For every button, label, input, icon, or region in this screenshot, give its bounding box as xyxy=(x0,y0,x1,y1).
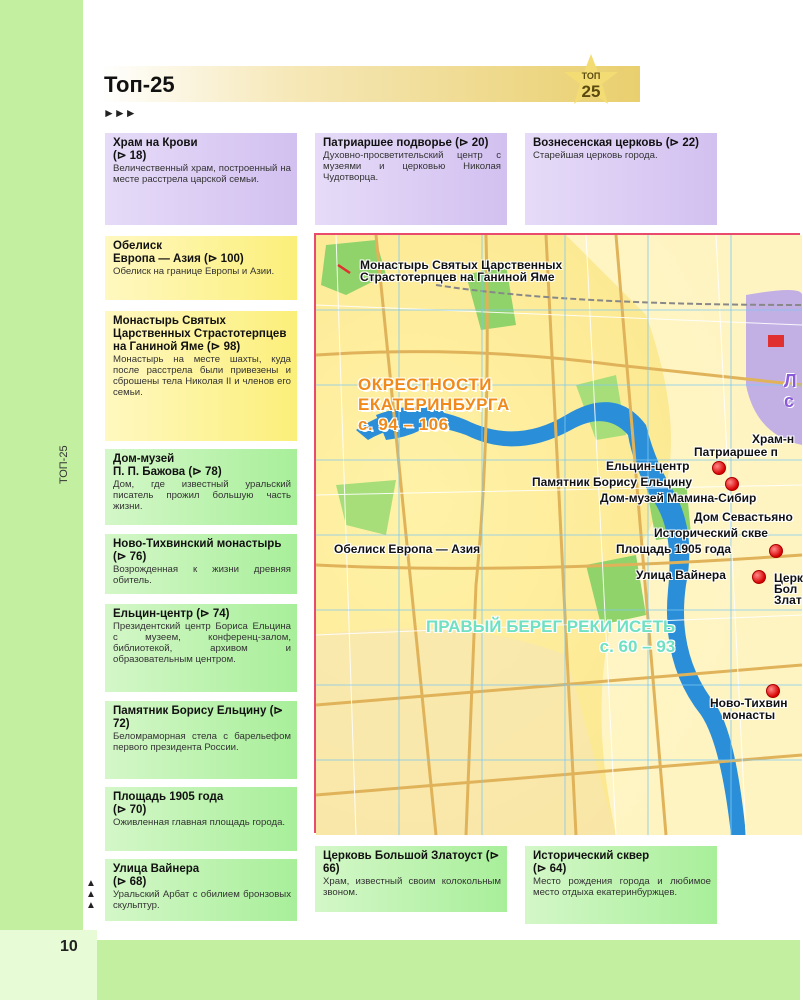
bottom-band xyxy=(0,940,800,1000)
card-khram-na-krovi[interactable] xyxy=(105,133,297,225)
card-description: Оживленная главная площадь города. xyxy=(113,817,286,828)
badge-top: ТОП xyxy=(581,71,601,81)
card-title: Церковь Большой Златоуст (⊳ 66) xyxy=(323,850,500,875)
page-title: Топ-25 xyxy=(104,72,175,97)
card-yeltsin-center[interactable] xyxy=(105,604,297,692)
badge-number: 25 xyxy=(581,82,601,101)
card-description: Монастырь на месте шахты, куда после расстрела были привезены и сброшены тела Николая II и членов его семьи. xyxy=(113,354,291,398)
card-historic-square[interactable] xyxy=(525,846,717,924)
card-title: Ельцин-центр (⊳ 74) xyxy=(113,608,230,620)
card-description: Место рождения города и любимое место отдыха екатеринбуржцев. xyxy=(533,876,711,898)
card-description: Уральский Арбат с обилием бронзовых скульптур. xyxy=(113,889,291,911)
card-title: Обелиск Европа — Азия (⊳ 100) xyxy=(113,240,244,265)
card-description: Храм, известный своим колокольным звоном. xyxy=(323,876,501,898)
label-church: Церк Бол Злат xyxy=(774,571,803,607)
card-ganina-yama[interactable] xyxy=(105,311,297,441)
pin-square-1905[interactable] xyxy=(769,544,783,558)
card-description: Президентский центр Бориса Ельцина с музеем, конференц-залом, библиотекой, архивом и образовательным центром. xyxy=(113,621,291,665)
card-description: Возрожденная к жизни древняя обитель. xyxy=(113,564,291,586)
card-vainera[interactable] xyxy=(105,859,297,921)
card-description: Дом, где известный уральский писатель прожил большую часть жизни. xyxy=(113,479,291,512)
card-patriarshee[interactable] xyxy=(315,133,507,225)
title-bar xyxy=(100,66,640,102)
label-monastery: Монастырь Святых Царственных Страстотерпцев на Ганиной Яме xyxy=(360,258,563,284)
card-description: Старейшая церковь города. xyxy=(533,150,658,161)
label-historic-square: Исторический скве xyxy=(654,526,768,540)
card-description: Духовно-просветительский центр с музеями и церковью Николая Чудотворца. xyxy=(323,150,501,183)
side-label: ТОП-25 xyxy=(58,445,70,484)
card-description: Обелиск на границе Европы и Азии. xyxy=(113,266,275,277)
label-monument: Памятник Борису Ельцину xyxy=(532,475,693,489)
page-number: 10 xyxy=(60,938,78,955)
card-title: Вознесенская церковь (⊳ 22) xyxy=(533,137,700,149)
card-description: Величественный храм, построенный на месте расстрела царской семьи. xyxy=(113,163,291,185)
label-left-bank: Л с xyxy=(784,371,797,411)
label-square-1905: Площадь 1905 года xyxy=(616,542,732,556)
card-title: Патриаршее подворье (⊳ 20) xyxy=(323,137,489,149)
city-map[interactable] xyxy=(314,233,803,833)
star-badge-icon xyxy=(560,52,622,110)
label-vainera: Улица Вайнера xyxy=(636,568,726,582)
card-title: Улица Вайнера (⊳ 68) xyxy=(113,863,200,888)
card-title: Исторический сквер (⊳ 64) xyxy=(533,850,650,875)
label-novotikhvin: Ново-Тихвин монасты xyxy=(710,696,788,722)
card-novotikhvin[interactable] xyxy=(105,534,297,594)
pin-yeltsin-center[interactable] xyxy=(712,461,726,475)
card-square-1905[interactable] xyxy=(105,787,297,851)
card-title: Дом-музей П. П. Бажова (⊳ 78) xyxy=(113,453,222,478)
label-yeltsin-center: Ельцин-центр xyxy=(606,459,690,473)
card-description: Беломраморная стела с барельефом первого президента России. xyxy=(113,731,291,753)
card-zlatoust[interactable] xyxy=(315,846,507,912)
card-yeltsin-monument[interactable] xyxy=(105,701,297,779)
side-strip xyxy=(0,0,83,1000)
pin-monument[interactable] xyxy=(725,477,739,491)
label-mamin: Дом-музей Мамина-Сибир xyxy=(600,491,757,505)
card-title: Площадь 1905 года (⊳ 70) xyxy=(113,791,224,816)
page-number-box xyxy=(0,930,97,1000)
card-title: Ново-Тихвинский монастырь (⊳ 76) xyxy=(113,538,282,563)
card-title: Храм на Крови (⊳ 18) xyxy=(113,137,198,162)
card-title: Памятник Борису Ельцину (⊳ 72) xyxy=(113,705,284,730)
arrows-icon: ►►► xyxy=(103,106,136,120)
card-title: Монастырь Святых Царственных Страстотерпцев на Ганиной Яме (⊳ 98) xyxy=(113,315,287,353)
label-khram: Храм-н xyxy=(752,432,795,446)
pin-vainera[interactable] xyxy=(752,570,766,584)
card-bazhov[interactable] xyxy=(105,449,297,525)
card-obelisk[interactable] xyxy=(105,236,297,300)
label-sevastyanov: Дом Севастьяно xyxy=(694,510,793,524)
label-outskirts: ОКРЕСТНОСТИ ЕКАТЕРИНБУРГА с. 94 – 106 xyxy=(358,375,510,434)
nav-arrows-icon[interactable]: ▲ ▲ ▲ xyxy=(86,878,96,911)
card-voznesenskaya[interactable] xyxy=(525,133,717,225)
label-right-bank: ПРАВЫЙ БЕРЕГ РЕКИ ИСЕТЬ с. 60 – 93 xyxy=(426,617,676,656)
label-obelisk: Обелиск Европа — Азия xyxy=(334,542,481,556)
label-patriarshee: Патриаршее п xyxy=(694,445,778,459)
